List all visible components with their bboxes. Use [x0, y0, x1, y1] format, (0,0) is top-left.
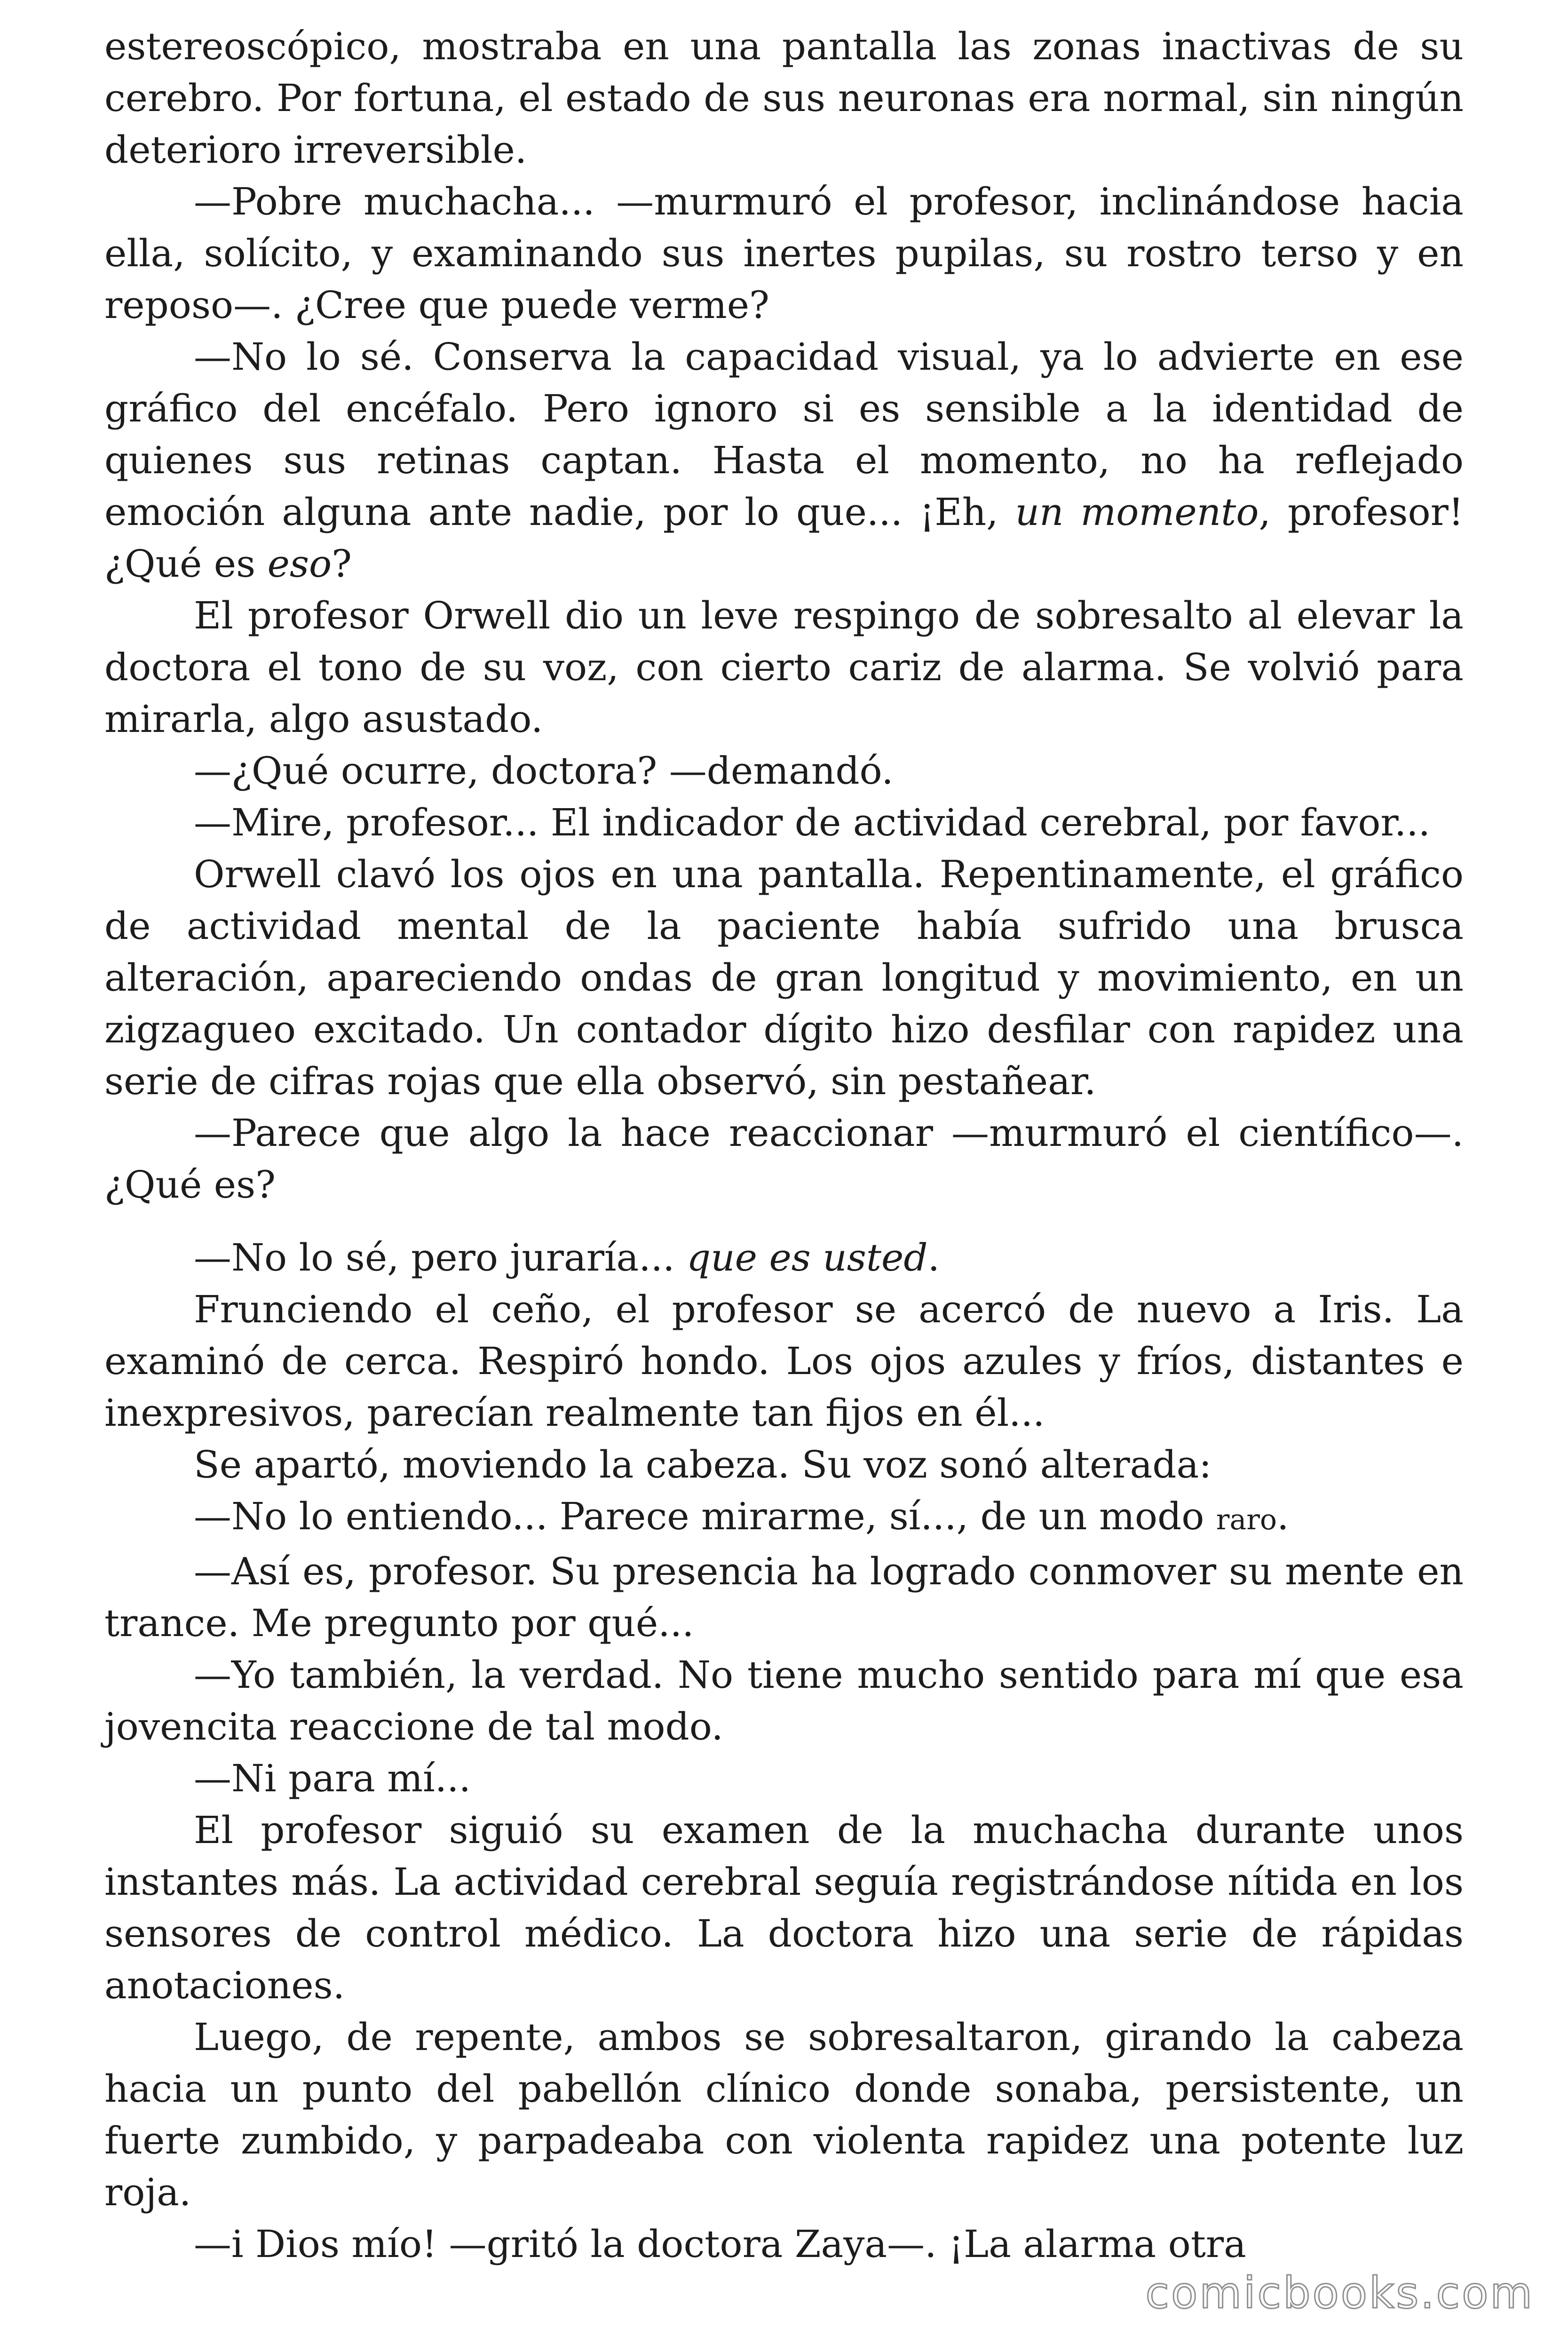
- paragraph: [104, 849, 1464, 1107]
- paragraph: [104, 2218, 1464, 2270]
- text-segment: ?: [332, 542, 352, 586]
- watermark: comicbooks.com: [1145, 2268, 1534, 2318]
- text-segment: —¿Qué ocurre, doctora? —demandó.: [194, 749, 894, 793]
- text-segment: Orwell clavó los ojos en una pantalla. Repentinamente, el gráfico de actividad mental de la paciente había sufrido una brusca alteración, apareciendo ondas de gran longitud y movimiento, en un zigzagueo excitado. Un contador dígito hizo desfilar con rapidez una serie de cifras rojas que ella observó, sin pestañear.: [104, 852, 1464, 1103]
- paragraph: [104, 1753, 1464, 1804]
- paragraph: [104, 21, 1464, 176]
- italic-text: eso: [267, 542, 332, 586]
- paragraph: [104, 176, 1464, 331]
- text-segment: Se apartó, moviendo la cabeza. Su voz sonó alterada:: [194, 1443, 1212, 1486]
- paragraph: [104, 1804, 1464, 2011]
- small-text: raro: [1216, 1503, 1277, 1536]
- text-segment: .: [1277, 1494, 1289, 1538]
- text-segment: —Yo también, la verdad. No tiene mucho sentido para mí que esa jovencita reaccione de tal modo.: [104, 1653, 1464, 1748]
- paragraph: [104, 797, 1464, 849]
- paragraph: [104, 590, 1464, 745]
- text-segment: estereoscópico, mostraba en una pantalla las zonas inactivas de su cerebro. Por fortuna, el estado de sus neuronas era normal, sin ningún deterioro irreversible.: [104, 24, 1464, 172]
- text-segment: Luego, de repente, ambos se sobresaltaron, girando la cabeza hacia un punto del pabellón clínico donde sonaba, persistente, un fuerte zumbido, y parpadeaba con violenta rapidez una potente luz roja.: [104, 2015, 1464, 2214]
- text-segment: —Ni para mí...: [194, 1756, 471, 1800]
- italic-text: que es usted: [686, 1236, 928, 1279]
- paragraph: [104, 1232, 1464, 1284]
- paragraph: [104, 2011, 1464, 2218]
- book-page-text: [104, 21, 1464, 2270]
- text-segment: El profesor siguió su examen de la muchacha durante unos instantes más. La actividad cerebral seguía registrándose nítida en los sensores de control médico. La doctora hizo una serie de rápidas anotaciones.: [104, 1808, 1464, 2007]
- paragraph: [104, 1649, 1464, 1753]
- text-segment: —No lo sé. Conserva la capacidad visual, ya lo advierte en ese gráfico del encéfalo. Pero ignoro si es sensible a la identidad de quienes sus retinas captan. Hasta el momento, no ha reflejado emoción alguna ante nadie, por lo que... ¡Eh,: [104, 335, 1464, 534]
- text-segment: —Pobre muchacha... —murmuró el profesor, inclinándose hacia ella, solícito, y examinando sus inertes pupilas, su rostro terso y en reposo—. ¿Cree que puede verme?: [104, 180, 1464, 327]
- paragraph: [104, 1546, 1464, 1649]
- paragraph: [104, 1439, 1464, 1491]
- text-segment: —Parece que algo la hace reaccionar —murmuró el científico—. ¿Qué es?: [104, 1111, 1464, 1207]
- text-segment: —No lo sé, pero juraría...: [194, 1236, 687, 1279]
- paragraph: [104, 745, 1464, 797]
- text-segment: —No lo entiendo... Parece mirarme, sí..., de un modo: [194, 1494, 1216, 1538]
- text-segment: —i Dios mío! —gritó la doctora Zaya—. ¡La alarma otra: [194, 2222, 1246, 2266]
- text-segment: , profesor! ¿Qué es: [104, 490, 1464, 586]
- paragraph: [104, 331, 1464, 590]
- italic-text: un momento: [1015, 490, 1259, 534]
- text-segment: .: [927, 1236, 940, 1279]
- paragraph: [104, 1107, 1464, 1211]
- paragraph: [104, 1284, 1464, 1439]
- text-segment: Frunciendo el ceño, el profesor se acercó de nuevo a Iris. La examinó de cerca. Respiró hondo. Los ojos azules y fríos, distantes e inexpresivos, parecían realmente tan fijos en él...: [104, 1287, 1464, 1435]
- text-segment: El profesor Orwell dio un leve respingo de sobresalto al elevar la doctora el tono de su voz, con cierto cariz de alarma. Se volvió para mirarla, algo asustado.: [104, 594, 1464, 741]
- text-segment: —Así es, profesor. Su presencia ha logrado conmover su mente en trance. Me pregunto por qué...: [104, 1549, 1464, 1645]
- paragraph: [104, 1491, 1464, 1546]
- text-segment: —Mire, profesor... El indicador de actividad cerebral, por favor...: [194, 801, 1431, 844]
